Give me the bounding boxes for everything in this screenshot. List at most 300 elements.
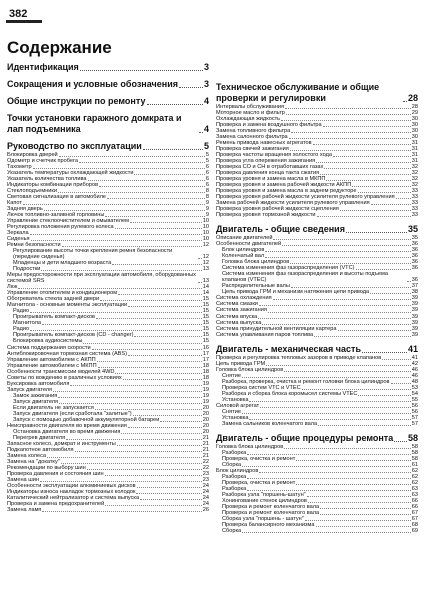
toc-page-number: 4 bbox=[203, 96, 209, 106]
toc-entry-title: Замена ламп bbox=[7, 506, 42, 513]
toc-entry-title: Проверка уровня рабочей жидкости усилителя рулевого управления bbox=[216, 194, 395, 201]
toc-page-number: 66 bbox=[411, 503, 418, 510]
dot-leader bbox=[40, 480, 202, 482]
toc-entry[interactable] bbox=[7, 248, 209, 260]
toc-entry-title: Неисправности двигателя во время движения bbox=[7, 422, 127, 429]
toc-page-number: 19 bbox=[202, 386, 209, 393]
dot-leader bbox=[87, 468, 202, 470]
toc-entry-title: Индикаторы комбинации приборов bbox=[7, 182, 99, 189]
toc-entry-title: Указатель количества топлива bbox=[7, 176, 87, 183]
toc-page-number: 31 bbox=[411, 146, 418, 153]
toc-page-number: 63 bbox=[411, 491, 418, 498]
dot-leader bbox=[324, 167, 410, 169]
toc-entry-title: Головка блока цилиндров bbox=[216, 366, 284, 373]
toc-entry-title: Моторное масло и фильтр bbox=[216, 110, 285, 117]
toc-page-number: 48 bbox=[411, 378, 418, 385]
dot-leader bbox=[316, 525, 411, 527]
toc-entry-title: Разборка, проверка, очистка и ремонт головки блока цилиндров bbox=[222, 378, 390, 385]
dot-leader bbox=[286, 113, 411, 115]
toc-page-number: 26 bbox=[202, 506, 209, 513]
dot-leader bbox=[42, 323, 202, 325]
toc-entry-title: Антиблокировочная тормозная система (ABS) bbox=[7, 350, 128, 357]
toc-page-number: 55 bbox=[411, 396, 418, 403]
toc-page-number: 63 bbox=[411, 485, 418, 492]
dot-leader bbox=[96, 317, 202, 319]
dot-leader bbox=[112, 263, 202, 265]
toc-page-number: 15 bbox=[202, 326, 209, 333]
toc-page-number: 12 bbox=[202, 242, 209, 249]
toc-page-number: 21 bbox=[202, 434, 209, 441]
toc-page-number: 24 bbox=[202, 500, 209, 507]
dot-leader bbox=[88, 179, 205, 181]
toc-page-number: 31 bbox=[411, 140, 418, 147]
toc-page-number: 23 bbox=[202, 476, 209, 483]
toc-entry[interactable] bbox=[7, 272, 209, 284]
dot-leader bbox=[281, 119, 411, 121]
dot-leader bbox=[147, 103, 203, 105]
toc-page-number: 6 bbox=[205, 170, 209, 177]
dot-leader bbox=[59, 402, 202, 404]
dot-leader bbox=[260, 406, 411, 408]
toc-entry-title: Запуск двигателя bbox=[7, 386, 53, 393]
toc-page-number: 9 bbox=[205, 200, 209, 207]
toc-entry-title: Проверка уровня и замена масла в заднем редукторе bbox=[216, 188, 357, 195]
toc-page-number: 58 bbox=[411, 455, 418, 462]
toc-page-number: 23 bbox=[202, 470, 209, 477]
toc-page-number: 54 bbox=[411, 390, 418, 397]
dot-leader bbox=[105, 215, 205, 217]
toc-entry-title: Распределительные валы bbox=[222, 283, 290, 290]
toc-entry-title: Хонингование стенок цилиндров bbox=[222, 497, 307, 504]
toc-page-number: 39 bbox=[411, 319, 418, 326]
dot-leader bbox=[352, 185, 411, 187]
toc-section-title: Техническое обслуживание и общие проверки и регулировки bbox=[216, 82, 380, 103]
toc-entry-title: Люк bbox=[7, 284, 18, 291]
toc-page-number: 36 bbox=[411, 259, 418, 266]
toc-entry[interactable] bbox=[216, 212, 418, 218]
toc-page-number: 33 bbox=[411, 188, 418, 195]
dot-leader bbox=[59, 155, 205, 157]
toc-page-number: 38 bbox=[411, 289, 418, 296]
toc-page-number: 68 bbox=[411, 521, 418, 528]
toc-page-number: 36 bbox=[411, 253, 418, 260]
toc-entry-title: Сборка bbox=[222, 461, 242, 468]
toc-entry-title: Буксировка автомобиля bbox=[7, 380, 70, 387]
toc-entry[interactable] bbox=[216, 271, 418, 283]
toc-page-number: 15 bbox=[202, 314, 209, 321]
dot-leader bbox=[58, 396, 202, 398]
dot-leader bbox=[30, 233, 202, 235]
toc-page-number: 9 bbox=[205, 212, 209, 219]
toc-entry-title: Младенцы и дети младшего возраста bbox=[13, 260, 112, 267]
toc-page-number: 16 bbox=[202, 344, 209, 351]
dot-leader bbox=[179, 86, 203, 88]
dot-leader bbox=[268, 311, 411, 313]
toc-page-number: 32 bbox=[411, 182, 418, 189]
toc-section-title: Идентификация bbox=[7, 62, 79, 72]
toc-entry[interactable] bbox=[7, 507, 209, 513]
toc-page-number: 15 bbox=[202, 338, 209, 345]
dot-leader bbox=[143, 148, 203, 150]
toc-page-number: 20 bbox=[202, 416, 209, 423]
toc-entry-title: Проверка и ремонт коленчатого вала bbox=[222, 509, 320, 516]
dot-leader bbox=[31, 239, 202, 241]
toc-page-number: 18 bbox=[202, 374, 209, 381]
dot-leader bbox=[326, 179, 410, 181]
dot-leader bbox=[128, 354, 202, 356]
toc-entry-title: Интервалы обслуживания bbox=[216, 104, 284, 110]
toc-entry-title: Регулировка положения рулевого колеса bbox=[7, 224, 114, 231]
toc-entry-title: Снятие bbox=[222, 372, 241, 379]
toc-page-number: 5 bbox=[205, 152, 209, 158]
toc-page-number: 10 bbox=[202, 218, 209, 225]
dot-leader bbox=[403, 100, 407, 102]
toc-section[interactable] bbox=[7, 141, 209, 152]
toc-page-number: 32 bbox=[411, 164, 418, 171]
toc-page-number: 62 bbox=[411, 479, 418, 486]
toc-entry-title: Проверка частоты вращения холостого хода bbox=[216, 152, 332, 159]
toc-section[interactable] bbox=[216, 224, 418, 235]
dot-leader bbox=[382, 358, 411, 360]
toc-entry-title: Система изменения фаз газораспределения (VTC) bbox=[222, 265, 355, 272]
dot-leader bbox=[302, 388, 411, 390]
toc-page-number: 14 bbox=[202, 290, 209, 297]
toc-entry-title: Замена сальников коленчатого вала bbox=[222, 420, 318, 427]
toc-page-number: 6 bbox=[205, 176, 209, 183]
toc-page-number: 56 bbox=[411, 408, 418, 415]
dot-leader bbox=[44, 209, 205, 211]
toc-entry-title: Ремни безопасности bbox=[7, 242, 61, 249]
dot-leader bbox=[362, 351, 407, 353]
toc-entry-title: Проверка свечей зажигания bbox=[216, 146, 289, 153]
toc-entry-title: Управление автомобилем с МКПП bbox=[7, 362, 97, 369]
toc-entry-title: Советы по вождению в различных условиях bbox=[7, 374, 122, 381]
toc-section-title: Двигатель - общие процедуры ремонта bbox=[216, 432, 394, 443]
toc-entry-title: Коленчатый вал bbox=[222, 253, 265, 260]
toc-page-number: 13 bbox=[202, 266, 209, 273]
dot-leader bbox=[308, 501, 411, 503]
toc-entry-title: Проверка и регулировка тепловых зазоров в приводе клапанов bbox=[216, 354, 382, 361]
toc-entry-title: Проигрыватель компакт-дисков bbox=[13, 314, 95, 321]
toc-page-number: 6 bbox=[205, 182, 209, 189]
dot-leader bbox=[97, 360, 202, 362]
toc-page-number: 8 bbox=[205, 194, 209, 201]
toc-entry-title: Ремень привода навесных агрегатов bbox=[216, 140, 312, 147]
toc-page-number: 10 bbox=[202, 224, 209, 231]
dot-leader bbox=[123, 378, 202, 380]
dot-leader bbox=[30, 329, 202, 331]
dot-leader bbox=[320, 507, 411, 509]
dot-leader bbox=[47, 456, 202, 458]
dot-leader bbox=[61, 462, 202, 464]
toc-entry-title: Зеркала bbox=[7, 230, 29, 237]
dot-leader bbox=[358, 191, 411, 193]
toc-entry-title: Меры предосторожности при эксплуатации автомобиля, оборудованных системой SRS bbox=[7, 272, 196, 285]
toc-entry-title: Система охлаждения bbox=[216, 295, 272, 302]
toc-page-number: 36 bbox=[411, 277, 418, 284]
toc-page-number: 39 bbox=[411, 307, 418, 314]
toc-entry-title: Каталитический нейтрализатор и система выпуска bbox=[7, 494, 140, 501]
toc-page-number: 20 bbox=[202, 404, 209, 411]
toc-page-number: 37 bbox=[411, 283, 418, 290]
toc-entry-title: Управление стеклоочистителем и омывателем bbox=[7, 218, 129, 225]
toc-entry-title: Проверка и ремонт коленчатого вала bbox=[222, 503, 320, 510]
toc-entry-title: Проверка угла опережения зажигания bbox=[216, 158, 316, 165]
toc-entry-title: Запасное колесо, домкрат и инструменты bbox=[7, 440, 116, 447]
dot-leader bbox=[198, 281, 202, 283]
toc-entry-title: Радио bbox=[13, 326, 30, 333]
toc-entry[interactable] bbox=[216, 421, 418, 427]
dot-leader bbox=[100, 299, 202, 301]
toc-page-number: 19 bbox=[202, 398, 209, 405]
toc-entry-title: Остановка двигателя во время движения bbox=[13, 428, 121, 435]
toc-section-title: Точки установки гаражного домкрата и лап подъемника bbox=[7, 113, 182, 134]
dot-leader bbox=[346, 231, 407, 233]
toc-section[interactable] bbox=[216, 344, 418, 355]
dot-leader bbox=[23, 203, 205, 205]
toc-entry-title: Особенности эксплуатации алюминиевых дисков bbox=[7, 482, 136, 489]
toc-page-number: 66 bbox=[411, 497, 418, 504]
toc-entry-title: Сиденья bbox=[7, 236, 30, 243]
dot-leader bbox=[130, 221, 202, 223]
dot-leader bbox=[247, 453, 411, 455]
dot-leader bbox=[134, 335, 201, 337]
toc-section[interactable] bbox=[7, 96, 209, 107]
dot-leader bbox=[92, 348, 202, 350]
toc-page-number: 5 bbox=[205, 158, 209, 165]
toc-entry-title: Проверка, очистка и ремонт bbox=[222, 455, 296, 462]
toc-entry-title: Одометр и счетчик пробега bbox=[7, 158, 78, 165]
toc-entry-title: Проверка, очистка и ремонт bbox=[222, 479, 296, 486]
dot-leader bbox=[407, 280, 411, 282]
toc-page-number: 20 bbox=[202, 422, 209, 429]
dot-leader bbox=[296, 483, 410, 485]
toc-page-number: 39 bbox=[411, 301, 418, 308]
toc-page-number: 4 bbox=[203, 124, 209, 134]
dot-leader bbox=[371, 203, 411, 205]
dot-leader bbox=[140, 498, 202, 500]
dot-leader bbox=[358, 394, 410, 396]
toc-section-title: Двигатель - механическая часть bbox=[216, 343, 361, 354]
toc-page-number: 39 bbox=[411, 325, 418, 332]
dot-leader bbox=[198, 257, 202, 259]
dot-leader bbox=[117, 444, 202, 446]
toc-page-number: 58 bbox=[407, 432, 418, 443]
dot-leader bbox=[333, 155, 411, 157]
toc-page-number: 9 bbox=[205, 206, 209, 213]
toc-page-number: 33 bbox=[411, 194, 418, 201]
toc-page-number: 67 bbox=[411, 515, 418, 522]
toc-entry-title: Проверка уровня тормозной жидкости bbox=[216, 212, 316, 219]
dot-leader bbox=[285, 107, 411, 109]
dot-leader bbox=[394, 440, 407, 442]
toc-page-number: 39 bbox=[411, 313, 418, 320]
toc-entry[interactable] bbox=[216, 332, 418, 338]
toc-page-number: 33 bbox=[411, 206, 418, 213]
toc-entry-title: Запуск двигателя bbox=[13, 398, 59, 405]
toc-entry-title: Рекомендации по выбору шин bbox=[7, 464, 86, 471]
toc-entry-title: Сборка bbox=[222, 527, 242, 534]
dot-leader bbox=[107, 197, 205, 199]
dot-leader bbox=[284, 370, 411, 372]
toc-page-number: 10 bbox=[202, 236, 209, 243]
toc-entry-title: Блокировка аудиосистемы bbox=[13, 338, 83, 345]
toc-section-title: Двигатель - общие сведения bbox=[216, 224, 345, 235]
toc-page-number: 42 bbox=[411, 360, 418, 367]
toc-entry-title: Снятие bbox=[222, 408, 241, 415]
dot-leader bbox=[66, 438, 202, 440]
toc-entry-title: Подростки bbox=[13, 266, 41, 273]
dot-leader bbox=[266, 364, 411, 366]
dot-leader bbox=[356, 268, 411, 270]
toc-entry-title: Замена рабочей жидкости усилителя рулевого управления bbox=[216, 200, 370, 207]
dot-leader bbox=[313, 143, 411, 145]
toc-page-number: 3 bbox=[203, 79, 209, 89]
dot-leader bbox=[296, 459, 410, 461]
dot-leader bbox=[320, 513, 411, 515]
dot-leader bbox=[42, 510, 201, 512]
toc-entry[interactable] bbox=[216, 528, 418, 534]
toc-page-number: 36 bbox=[411, 265, 418, 272]
toc-entry-title: Индикаторы износа накладок тормозных колодок bbox=[7, 488, 136, 495]
toc-page-number: 15 bbox=[202, 308, 209, 315]
dot-leader bbox=[317, 215, 411, 217]
dot-leader bbox=[99, 185, 205, 187]
toc-page-number: 19 bbox=[202, 380, 209, 387]
toc-page-number: 41 bbox=[407, 343, 418, 354]
dot-leader bbox=[265, 256, 411, 258]
dot-leader bbox=[290, 149, 411, 151]
toc-page-number: 15 bbox=[202, 332, 209, 339]
dot-leader bbox=[105, 474, 202, 476]
toc-section[interactable] bbox=[7, 113, 209, 135]
dot-leader bbox=[323, 125, 411, 127]
toc-entry-title: Цепь привода ГРМ и механизм натяжения цепи привода bbox=[222, 289, 370, 296]
toc-entry-title: Система поддержания скорости bbox=[7, 344, 91, 351]
toc-entry-title: Стеклоподъемники bbox=[7, 188, 57, 195]
toc-page-number: 36 bbox=[411, 241, 418, 248]
toc-page-number: 30 bbox=[411, 128, 418, 135]
dot-leader bbox=[242, 465, 411, 467]
toc-entry-title: Система принудительной вентиляции картера bbox=[216, 325, 337, 332]
toc-entry-title: Разборка и сборка блока коромысел системы VTEC bbox=[222, 390, 358, 397]
toc-entry-title: Цепь привода ГРМ bbox=[216, 360, 266, 367]
dot-leader bbox=[18, 287, 201, 289]
toc-page-number: 14 bbox=[202, 284, 209, 291]
dot-leader bbox=[291, 286, 411, 288]
toc-page-number: 33 bbox=[411, 200, 418, 207]
toc-section-title: Руководство по эксплуатации bbox=[7, 141, 142, 151]
dot-leader bbox=[391, 382, 411, 384]
toc-entry-title: Регулирование высоты точки крепления ремня безопасности (передние сиденья) bbox=[13, 248, 173, 261]
dot-leader bbox=[242, 531, 411, 533]
toc-page-number: 35 bbox=[407, 224, 418, 235]
dot-leader bbox=[115, 372, 201, 374]
toc-page-number: 22 bbox=[202, 464, 209, 471]
toc-entry-title: Описание двигателей bbox=[216, 235, 273, 242]
toc-section[interactable] bbox=[216, 433, 418, 444]
dot-leader bbox=[314, 335, 411, 337]
dot-leader bbox=[305, 519, 411, 521]
toc-entry-title: Блок цилиндров bbox=[222, 247, 265, 254]
toc-page-number: 67 bbox=[411, 509, 418, 516]
toc-page-number: 21 bbox=[202, 446, 209, 453]
toc-page-number: 31 bbox=[411, 152, 418, 159]
toc-page-number: 6 bbox=[205, 164, 209, 171]
toc-section[interactable] bbox=[7, 79, 209, 90]
toc-entry-title: Замена шин bbox=[7, 476, 39, 483]
toc-page-number: 10 bbox=[202, 230, 209, 237]
toc-entry-title: Система смазки bbox=[216, 301, 258, 308]
toc-right-column bbox=[216, 82, 418, 534]
toc-entry-title: Разборка bbox=[222, 485, 247, 492]
dot-leader bbox=[160, 420, 201, 422]
toc-entry-title: Замена на "докатку" bbox=[7, 458, 60, 465]
toc-section[interactable] bbox=[216, 82, 418, 104]
dot-leader bbox=[134, 173, 204, 175]
toc-entry-title: Перегрев двигателя bbox=[13, 434, 66, 441]
dot-leader bbox=[33, 167, 205, 169]
toc-page-number: 32 bbox=[411, 170, 418, 177]
toc-entry-title: Разборка узла "поршень-шатун" bbox=[222, 491, 306, 498]
dot-leader bbox=[290, 262, 411, 264]
dot-leader bbox=[58, 191, 205, 193]
toc-page-number: 58 bbox=[411, 449, 418, 456]
dot-leader bbox=[262, 323, 410, 325]
dot-leader bbox=[128, 426, 202, 428]
toc-page-number: 57 bbox=[411, 414, 418, 421]
toc-page-number: 17 bbox=[202, 350, 209, 357]
toc-entry-title: Замок зажигания bbox=[13, 392, 58, 399]
toc-page-number: 58 bbox=[411, 443, 418, 450]
toc-page-number: 31 bbox=[411, 158, 418, 165]
toc-page-number: 28 bbox=[407, 93, 418, 103]
toc-entry-title: Управление автомобилем с АКПП bbox=[7, 356, 96, 363]
toc-entry-title: Система выпуска bbox=[216, 319, 262, 326]
toc-page-number: 30 bbox=[411, 122, 418, 129]
toc-entry-title: Сборка узла "поршень - шатун" bbox=[222, 515, 304, 522]
toc-page-number: 28 bbox=[411, 104, 418, 110]
toc-page-number: 18 bbox=[202, 362, 209, 369]
toc-page-number: 29 bbox=[411, 110, 418, 117]
toc-entry-title: Разборка bbox=[222, 449, 247, 456]
toc-entry-title: Головка блока цилиндров bbox=[216, 443, 284, 450]
toc-entry-title: Если двигатель не запускается bbox=[13, 404, 94, 411]
toc-entry-title: Управление отопителем и кондиционером bbox=[7, 290, 118, 297]
toc-entry-title: Охлаждающая жидкость bbox=[216, 116, 281, 123]
toc-section[interactable] bbox=[7, 62, 209, 73]
toc-page-number: 39 bbox=[411, 295, 418, 302]
toc-entry-title: Проверка давления конца такта сжатия bbox=[216, 170, 320, 177]
toc-entry-title: Блок цилиндров bbox=[216, 467, 259, 474]
toc-entry-title: Установка bbox=[222, 396, 249, 403]
dot-leader bbox=[80, 69, 203, 71]
toc-entry-title: Разборка bbox=[222, 473, 247, 480]
toc-entry-title: Проверка уровня и замена рабочей жидкости АКПП bbox=[216, 182, 352, 189]
toc-page-number: 24 bbox=[202, 482, 209, 489]
toc-page-number: 18 bbox=[202, 368, 209, 375]
toc-entry-title: Замена колеса bbox=[7, 452, 46, 459]
toc-entry-title: Проигрыватель компакт-дисков (CD - changer) bbox=[13, 332, 134, 339]
dot-leader bbox=[121, 432, 201, 434]
toc-entry-title: Проверка уровня рабочей жидкости сцепления bbox=[216, 206, 339, 213]
dot-leader bbox=[370, 292, 411, 294]
toc-page-number: 17 bbox=[202, 356, 209, 363]
dot-leader bbox=[247, 477, 411, 479]
toc-entry-title: Запуск с помощью добавочной аккумуляторной батареи bbox=[13, 416, 160, 423]
toc-page-number: 62 bbox=[411, 467, 418, 474]
dot-leader bbox=[199, 131, 203, 133]
